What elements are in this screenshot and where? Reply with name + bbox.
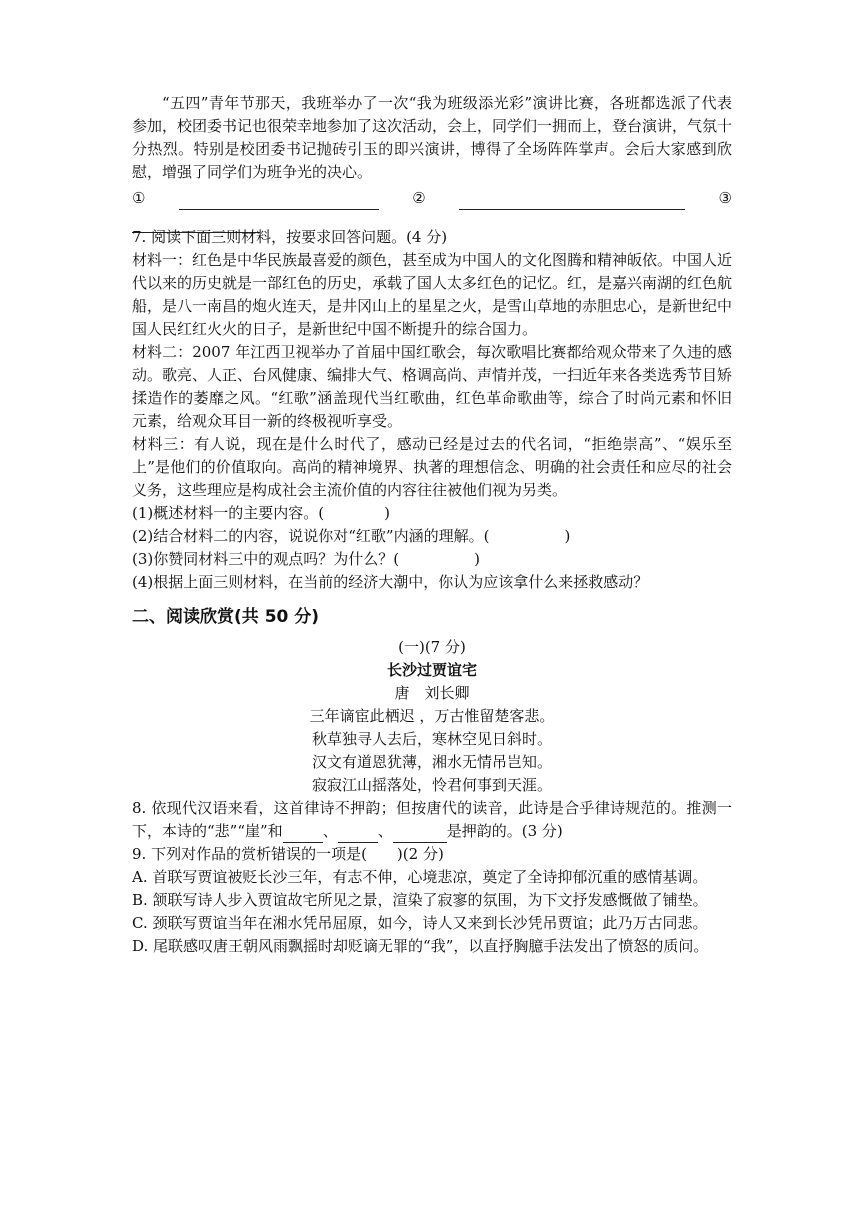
q7-material-3: 材料三：有人说，现在是什么时代了，感动已经是过去的代名词，“拒绝崇高”、“娱乐至上”是他们的价值取向。高尚的精神境界、执著的理想信念、明确的社会责任和应尽的社会义务，这些理应是构成社会主流价值的内容往往被他们视为另类。 [132,435,732,499]
answer-blank-1[interactable] [179,193,379,210]
q7-heading: 7. 阅读下面三则材料，按要求回答问题。(4 分) [132,228,448,246]
poem-part-label: (一)(7 分) [398,638,466,656]
q7-sub-3: (3)你赞同材料三中的观点吗？为什么？( ) [132,550,480,568]
q7-material-1: 材料一：红色是中华民族最喜爱的颜色，甚至成为中国人的文化图腾和精神皈依。中国人近代以来的历史就是一部红色的历史，承载了国人太多红色的记忆。红，是嘉兴南湖的红色航船，是八一南昌的炮火连天，是井冈山上的星星之火，是雪山草地的赤胆忠心，是新世纪中国人民红红火火的日子，是新世纪中国不断提升的综合国力。 [132,251,733,338]
poem-author: 唐 刘长卿 [394,684,470,702]
section-2-title: 二、阅读欣赏(共 50 分) [132,607,320,627]
poem-line-4: 寂寂江山摇落处，怜君何事到天涯。 [311,776,552,794]
q8-text-a: 8. 依现代汉语来看，这首律诗不押韵；但按唐代的读音，此诗是合乎律诗规范的。推测一下，本诗的“悲”“崖”和 [132,799,732,840]
q7-sub-2: (2)结合材料二的内容，说说你对“红歌”内涵的理解。( ) [132,527,571,545]
q8-sep-1: 、 [322,822,338,840]
poem-line-1: 三年谪宦此栖迟 ，万古惟留楚客悲。 [309,707,555,725]
blank-marker-3: ③ [718,189,732,207]
q8-blank-2[interactable] [338,826,378,843]
q8-text-b: 是押韵的。(3 分) [446,822,563,840]
q8-text [132,797,732,843]
poem-line-2: 秋草独寻人去后，寒林空见日斜时。 [311,730,552,748]
q9-option-b: B. 颔联写诗人步入贾谊故宅所见之景，渲染了寂寥的氛围，为下文抒发感慨做了铺垫。 [132,891,708,909]
q8-blank-1[interactable] [283,826,323,843]
blank-marker-1: ① [132,189,146,207]
q8-blank-3[interactable] [393,826,447,843]
q7-material-2: 材料二：2007 年江西卫视举办了首届中国红歌会，每次歌唱比赛都给观众带来了久违的感动。歌亮、人正、台风健康、编排大气、格调高尚、声情并茂，一扫近年来各类选秀节目矫揉造作的萎靡之风。“红歌”涵盖现代当红歌曲，红色革命歌曲等，综合了时尚元素和怀旧元素，给观众耳目一新的终极视听享受。 [132,343,733,430]
q7-sub-1: (1)概述材料一的主要内容。( ) [132,504,390,522]
q9-heading: 9. 下列对作品的赏析错误的一项是( )(2 分) [132,845,444,863]
q7-sub-4: (4)根据上面三则材料，在当前的经济大潮中，你认为应该拿什么来拯救感动？ [132,573,649,591]
q9-option-d: D. 尾联感叹唐王朝风雨飘摇时却贬谪无罪的“我”，以直抒胸臆手法发出了愤怒的质问。 [132,937,709,955]
answer-blank-2[interactable] [459,193,685,210]
poem-line-3: 汉文有道恩犹薄，湘水无情吊岂知。 [311,753,552,771]
q8-sep-2: 、 [377,822,393,840]
blank-3-row [132,210,732,224]
intro-paragraph: “五四”青年节那天，我班举办了一次“我为班级添光彩”演讲比赛，各班都选派了代表参加，校团委书记也很荣幸地参加了这次活动，会上，同学们一拥而上，登台演讲，气氛十分热烈。特别是校团委书记抛砖引玉的即兴演讲，博得了全场阵阵掌声。会后大家感到欣慰，增强了同学们为班争光的决心。 [132,94,733,181]
answer-blanks-row [132,186,732,210]
q9-option-a: A. 首联写贾谊被贬长沙三年，有志不伸，心境悲凉，奠定了全诗抑郁沉重的感情基调。 [132,868,708,886]
q9-option-c: C. 颈联写贾谊当年在湘水凭吊屈原，如今，诗人又来到长沙凭吊贾谊；此乃万古同悲。 [132,914,708,932]
poem-title: 长沙过贾谊宅 [386,661,477,679]
blank-marker-2: ② [412,189,426,207]
document-page [132,92,732,958]
